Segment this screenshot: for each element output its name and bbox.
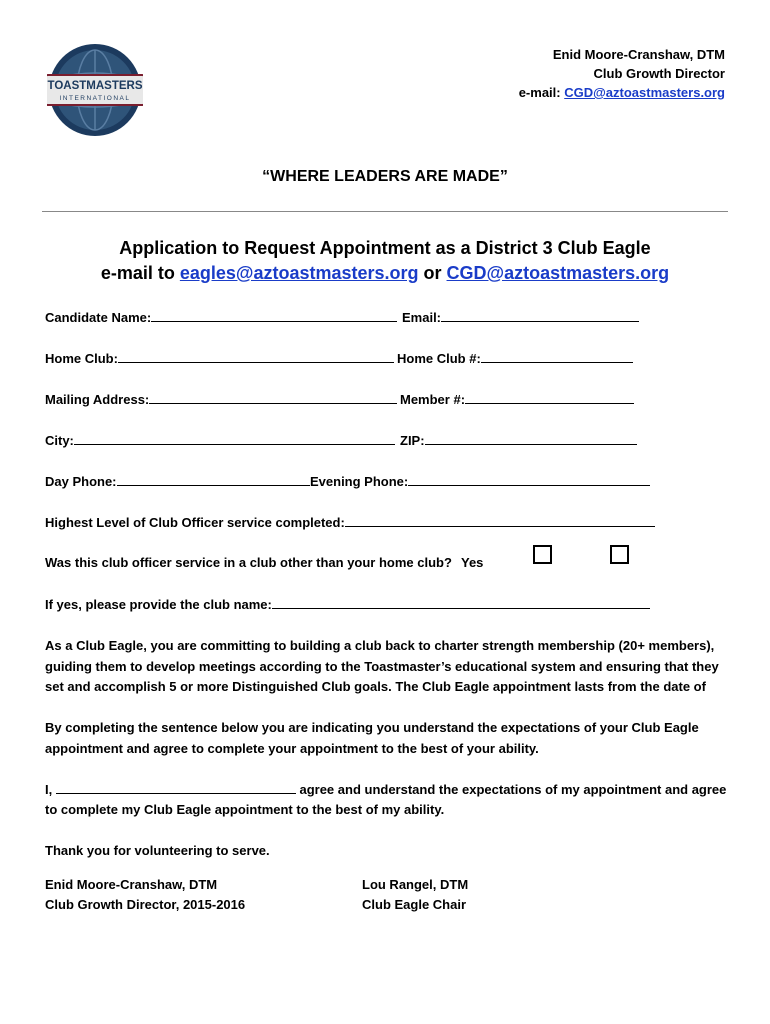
home-club-label: Home Club: (45, 351, 118, 366)
email-field[interactable] (441, 309, 639, 322)
commitment-paragraph: As a Club Eagle, you are committing to building a club back to charter strength membership (20+ members), guiding them to develop meetings according to the Toastmaster’s educational system and ensuring that they set and accomplish 5 or more Distinguished Club goals. The Club Eagle appointment lasts from the date of (45, 638, 719, 694)
row-city (45, 432, 395, 452)
evening-phone-label: Evening Phone: (310, 474, 409, 489)
row-evening-phone (310, 473, 650, 493)
city-label: City: (45, 433, 74, 448)
email-to-label: e-mail to (100, 263, 180, 283)
agreement-line2: to complete my Club Eagle appointment to the best of my ability. (45, 802, 445, 817)
no-checkbox[interactable] (610, 545, 629, 564)
day-phone-label: Day Phone: (45, 474, 117, 489)
row-day-phone (45, 473, 310, 493)
row-candidate-name (45, 309, 397, 329)
club-name-label: If yes, please provide the club name: (45, 597, 272, 612)
logo-word-bottom: INTERNATIONAL (59, 95, 131, 102)
city-field[interactable] (74, 432, 395, 445)
email-label: Email: (402, 310, 442, 325)
other-club-question-label: Was this club officer service in a club other than your home club? (45, 555, 452, 570)
row-mailing-address (45, 391, 397, 411)
yes-checkbox[interactable] (533, 545, 552, 564)
row-member-num (400, 391, 634, 411)
row-zip (400, 432, 637, 452)
contact-email-link[interactable]: CGD@aztoastmasters.org (564, 85, 725, 100)
member-num-field[interactable] (465, 391, 634, 404)
home-club-num-label: Home Club #: (397, 351, 481, 366)
row-other-club-question (45, 555, 452, 575)
agreement-name-field[interactable] (56, 781, 296, 794)
row-club-name (45, 596, 650, 616)
understanding-paragraph: By completing the sentence below you are indicating you understand the expectations of your Club Eagle appointment and agree to complete your appointment to the best of your ability. (45, 720, 699, 756)
logo-word-top: TOASTMASTERS (47, 80, 143, 92)
row-highest-level (45, 514, 655, 534)
row-home-club (45, 350, 394, 370)
cgd-email-link[interactable]: CGD@aztoastmasters.org (446, 263, 670, 283)
signature-left-name: Enid Moore-Cranshaw, DTM (45, 877, 218, 892)
home-club-num-field[interactable] (481, 350, 633, 363)
agreement-line1 (45, 781, 726, 797)
form-title-line1: Application to Request Appointment as a District 3 Club Eagle (119, 238, 651, 258)
club-name-field[interactable] (272, 596, 650, 609)
contact-email-line (519, 83, 725, 102)
row-home-club-num (397, 350, 633, 370)
signature-right-title: Club Eagle Chair (362, 897, 467, 912)
form-title (0, 236, 770, 286)
highest-level-label: Highest Level of Club Officer service completed: (45, 515, 345, 530)
highest-level-field[interactable] (345, 514, 655, 527)
zip-field[interactable] (425, 432, 637, 445)
zip-label: ZIP: (400, 433, 425, 448)
contact-name: Enid Moore-Cranshaw, DTM (552, 47, 725, 62)
tagline: “WHERE LEADERS ARE MADE” (262, 168, 508, 185)
member-num-label: Member #: (400, 392, 466, 407)
signature-right-name: Lou Rangel, DTM (362, 877, 469, 892)
thanks-text: Thank you for volunteering to serve. (45, 843, 270, 858)
signature-left-title: Club Growth Director, 2015-2016 (45, 897, 246, 912)
candidate-name-label: Candidate Name: (45, 310, 152, 325)
toastmasters-logo (47, 42, 143, 138)
day-phone-field[interactable] (117, 473, 310, 486)
home-club-field[interactable] (118, 350, 394, 363)
contact-title: Club Growth Director (593, 66, 725, 81)
candidate-name-field[interactable] (151, 309, 397, 322)
agreement-i-label: I, (45, 782, 53, 797)
agreement-suffix: agree and understand the expectations of my appointment and agree (295, 782, 727, 797)
yes-label: Yes (461, 555, 484, 570)
form-title-line2 (0, 261, 770, 286)
contact-email-prefix: e-mail: (518, 85, 565, 100)
divider (42, 211, 728, 212)
row-email (402, 309, 639, 329)
contact-block (519, 45, 725, 102)
or-label: or (418, 263, 447, 283)
evening-phone-field[interactable] (408, 473, 650, 486)
eagles-email-link[interactable]: eagles@aztoastmasters.org (179, 263, 419, 283)
mailing-address-field[interactable] (149, 391, 397, 404)
mailing-address-label: Mailing Address: (45, 392, 150, 407)
